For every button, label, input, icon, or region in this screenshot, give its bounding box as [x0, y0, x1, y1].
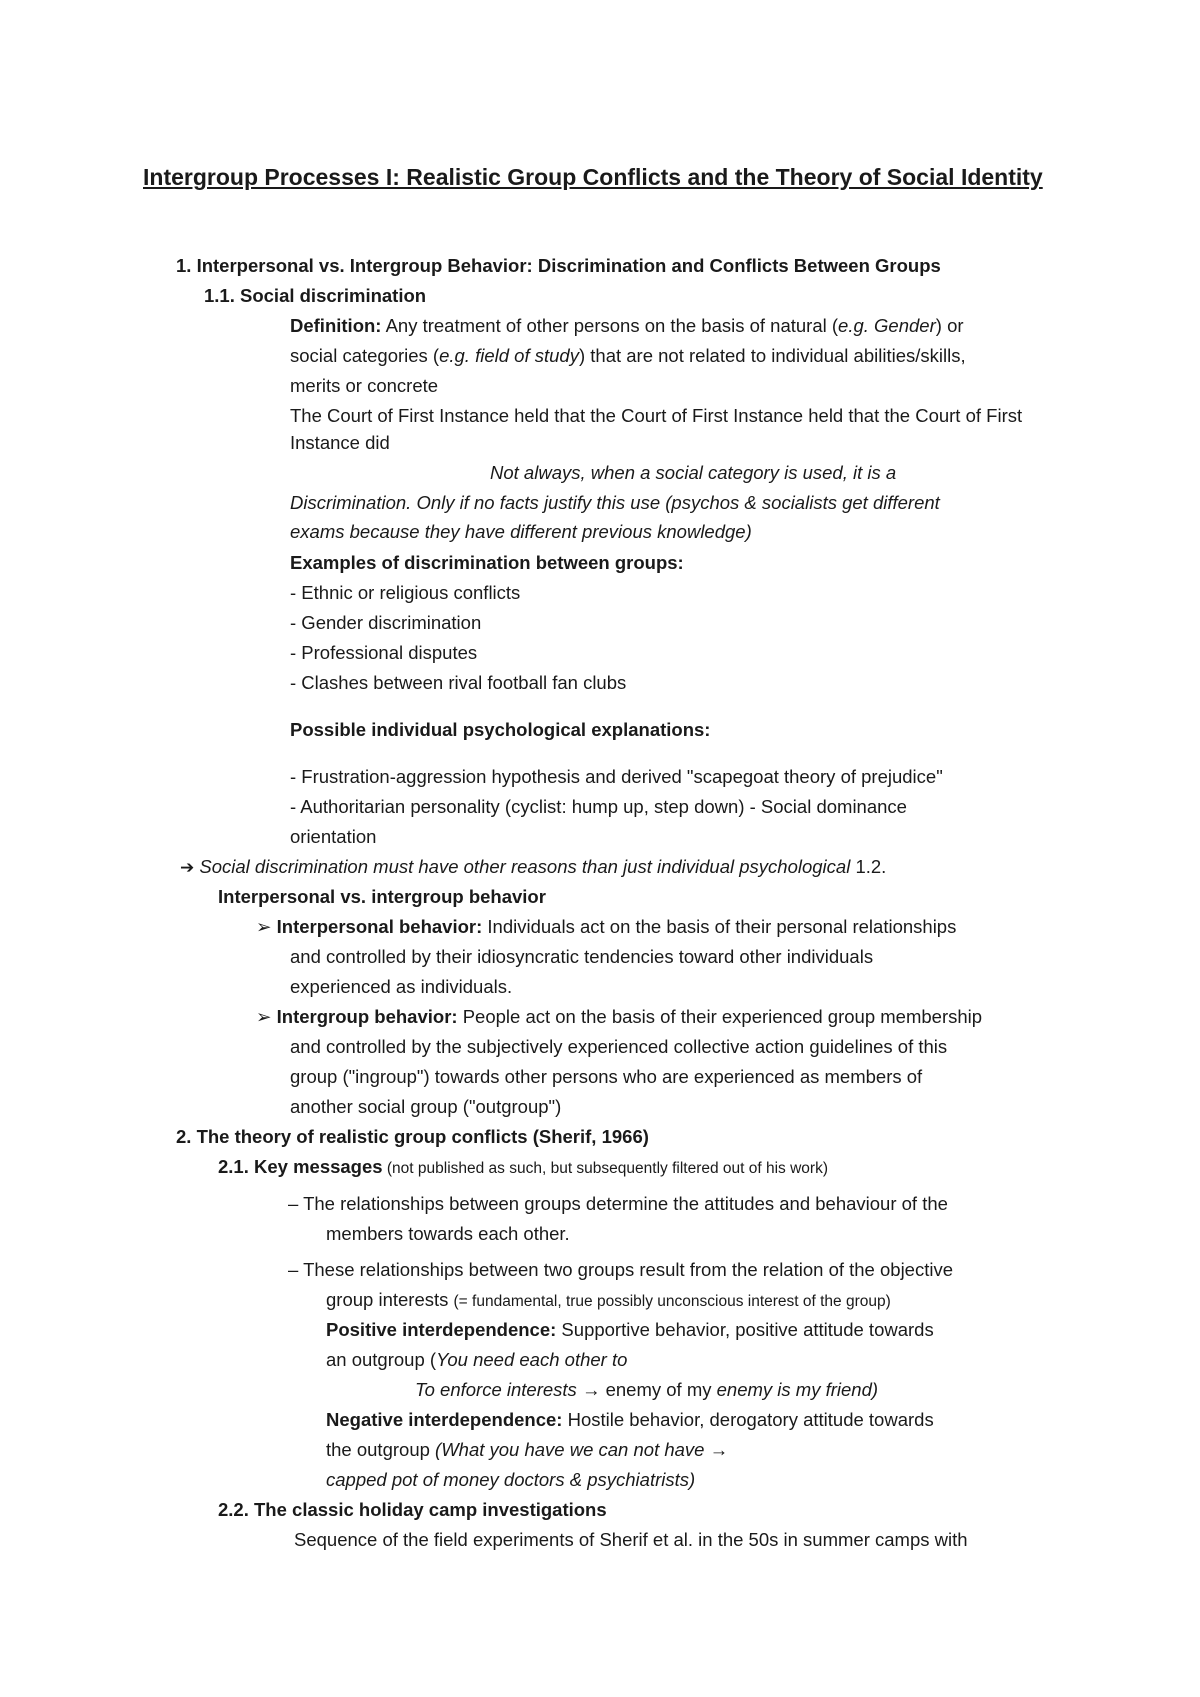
positive-line-1 — [326, 1318, 934, 1342]
definition-text-1b: ) or — [935, 315, 964, 336]
court-line-2: Instance did — [290, 432, 390, 453]
right-arrow-icon: ➔ — [180, 858, 195, 877]
list-item: - Gender discrimination — [290, 612, 482, 633]
negative-line-2 — [326, 1438, 728, 1462]
section-2-1-line — [218, 1155, 828, 1181]
negative-text-1: Hostile behavior, derogatory attitude towards — [562, 1409, 934, 1430]
definition-eg-2: e.g. — [439, 345, 470, 366]
interpersonal-line-1 — [256, 915, 956, 939]
intergroup-line-1 — [256, 1005, 982, 1029]
explanations-heading: Possible individual psychological explanations: — [290, 719, 711, 740]
right-arrow-icon: → — [709, 1439, 729, 1460]
message-2-note: (= fundamental, true possibly unconscious interest of the group) — [453, 1293, 891, 1310]
document-title: Intergroup Processes I: Realistic Group Conflicts and the Theory of Social Identity — [143, 164, 1043, 190]
definition-text-1: Any treatment of other persons on the basis of natural ( — [381, 315, 839, 336]
interpersonal-text-1: Individuals act on the basis of their personal relationships — [482, 916, 957, 937]
intergroup-label: Intergroup behavior: — [271, 1006, 458, 1027]
positive-line-2 — [326, 1348, 627, 1372]
note-line-3: exams because they have different previous knowledge) — [290, 521, 752, 542]
section-1-2-heading: Interpersonal vs. intergroup behavior — [218, 886, 546, 907]
intergroup-line-4: another social group ("outgroup") — [290, 1096, 562, 1117]
note-line-2: Discrimination. Only if no facts justify this use (psychos & socialists get different — [290, 492, 940, 513]
section-2-1-heading: 2.1. Key messages — [218, 1156, 383, 1177]
definition-text-2: social categories ( — [290, 345, 440, 366]
negative-label: Negative interdependence: — [326, 1409, 563, 1430]
negative-text-2: the outgroup — [326, 1439, 436, 1460]
positive-text-3-end: enemy is my friend) — [716, 1379, 879, 1400]
bullet-arrow-icon: ➢ — [256, 1006, 272, 1027]
positive-label: Positive interdependence: — [326, 1319, 557, 1340]
negative-line-1 — [326, 1408, 934, 1432]
definition-line-3: merits or concrete — [290, 375, 439, 396]
section-2-2-line-1: Sequence of the field experiments of Sherif et al. in the 50s in summer camps with — [294, 1529, 968, 1550]
message-2-line-2 — [326, 1288, 891, 1314]
conclusion-line — [180, 855, 886, 880]
message-2-text: group interests — [326, 1289, 454, 1310]
section-1-1-heading: 1.1. Social discrimination — [204, 285, 427, 306]
definition-gender: Gender — [868, 315, 936, 336]
positive-text-1: Supportive behavior, positive attitude towards — [556, 1319, 934, 1340]
explanation-2-cont: orientation — [290, 826, 377, 847]
positive-text-2: an outgroup ( — [326, 1349, 437, 1370]
examples-heading: Examples of discrimination between groups: — [290, 552, 684, 573]
definition-label: Definition: — [290, 315, 382, 336]
list-item: - Professional disputes — [290, 642, 478, 663]
positive-line-3 — [415, 1378, 878, 1402]
list-item: - Clashes between rival football fan clubs — [290, 672, 627, 693]
conclusion-number: 1.2. — [850, 856, 887, 877]
bullet-arrow-icon: ➢ — [256, 916, 272, 937]
message-2-line-1: – These relationships between two groups result from the relation of the objective — [288, 1259, 954, 1280]
right-arrow-icon: → — [581, 1379, 601, 1400]
section-1-heading: 1. Interpersonal vs. Intergroup Behavior: Discrimination and Conflicts Between Groups — [176, 255, 941, 276]
definition-field: field of study — [469, 345, 579, 366]
interpersonal-line-2: and controlled by their idiosyncratic tendencies toward other individuals — [290, 946, 874, 967]
message-1-line-1: – The relationships between groups determine the attitudes and behaviour of the — [288, 1193, 948, 1214]
definition-eg-1: e.g. — [838, 315, 869, 336]
court-line-1: The Court of First Instance held that the Court of First Instance held that the Court of First — [290, 405, 1023, 426]
conclusion-text: Social discrimination must have other reasons than just individual psychological — [194, 856, 851, 877]
note-line-1: Not always, when a social category is used, it is a — [490, 462, 897, 483]
definition-line-2 — [290, 344, 966, 368]
definition-line-1 — [290, 314, 964, 338]
definition-text-2b: ) that are not related to individual abilities/skills, — [578, 345, 966, 366]
message-1-line-2: members towards each other. — [326, 1223, 570, 1244]
positive-text-3-mid: enemy of my — [600, 1379, 717, 1400]
interpersonal-label: Interpersonal behavior: — [271, 916, 483, 937]
interpersonal-line-3: experienced as individuals. — [290, 976, 513, 997]
section-2-heading: 2. The theory of realistic group conflicts (Sherif, 1966) — [176, 1126, 649, 1147]
intergroup-text-1: People act on the basis of their experienced group membership — [457, 1006, 983, 1027]
explanation-1: - Frustration-aggression hypothesis and derived "scapegoat theory of prejudice" — [290, 766, 943, 787]
intergroup-line-2: and controlled by the subjectively experienced collective action guidelines of this — [290, 1036, 948, 1057]
list-item: - Ethnic or religious conflicts — [290, 582, 521, 603]
negative-line-3: capped pot of money doctors & psychiatrists) — [326, 1469, 696, 1490]
section-2-2-heading: 2.2. The classic holiday camp investigations — [218, 1499, 607, 1520]
positive-text-3-italic: To enforce interests — [415, 1379, 582, 1400]
positive-text-2-italic: You need each other to — [436, 1349, 628, 1370]
explanation-2: - Authoritarian personality (cyclist: hump up, step down) - Social dominance — [290, 796, 907, 817]
section-2-1-note: (not published as such, but subsequently filtered out of his work) — [382, 1160, 829, 1177]
intergroup-line-3: group ("ingroup") towards other persons who are experienced as members of — [290, 1066, 923, 1087]
negative-text-2-italic: (What you have we can not have — [435, 1439, 710, 1460]
